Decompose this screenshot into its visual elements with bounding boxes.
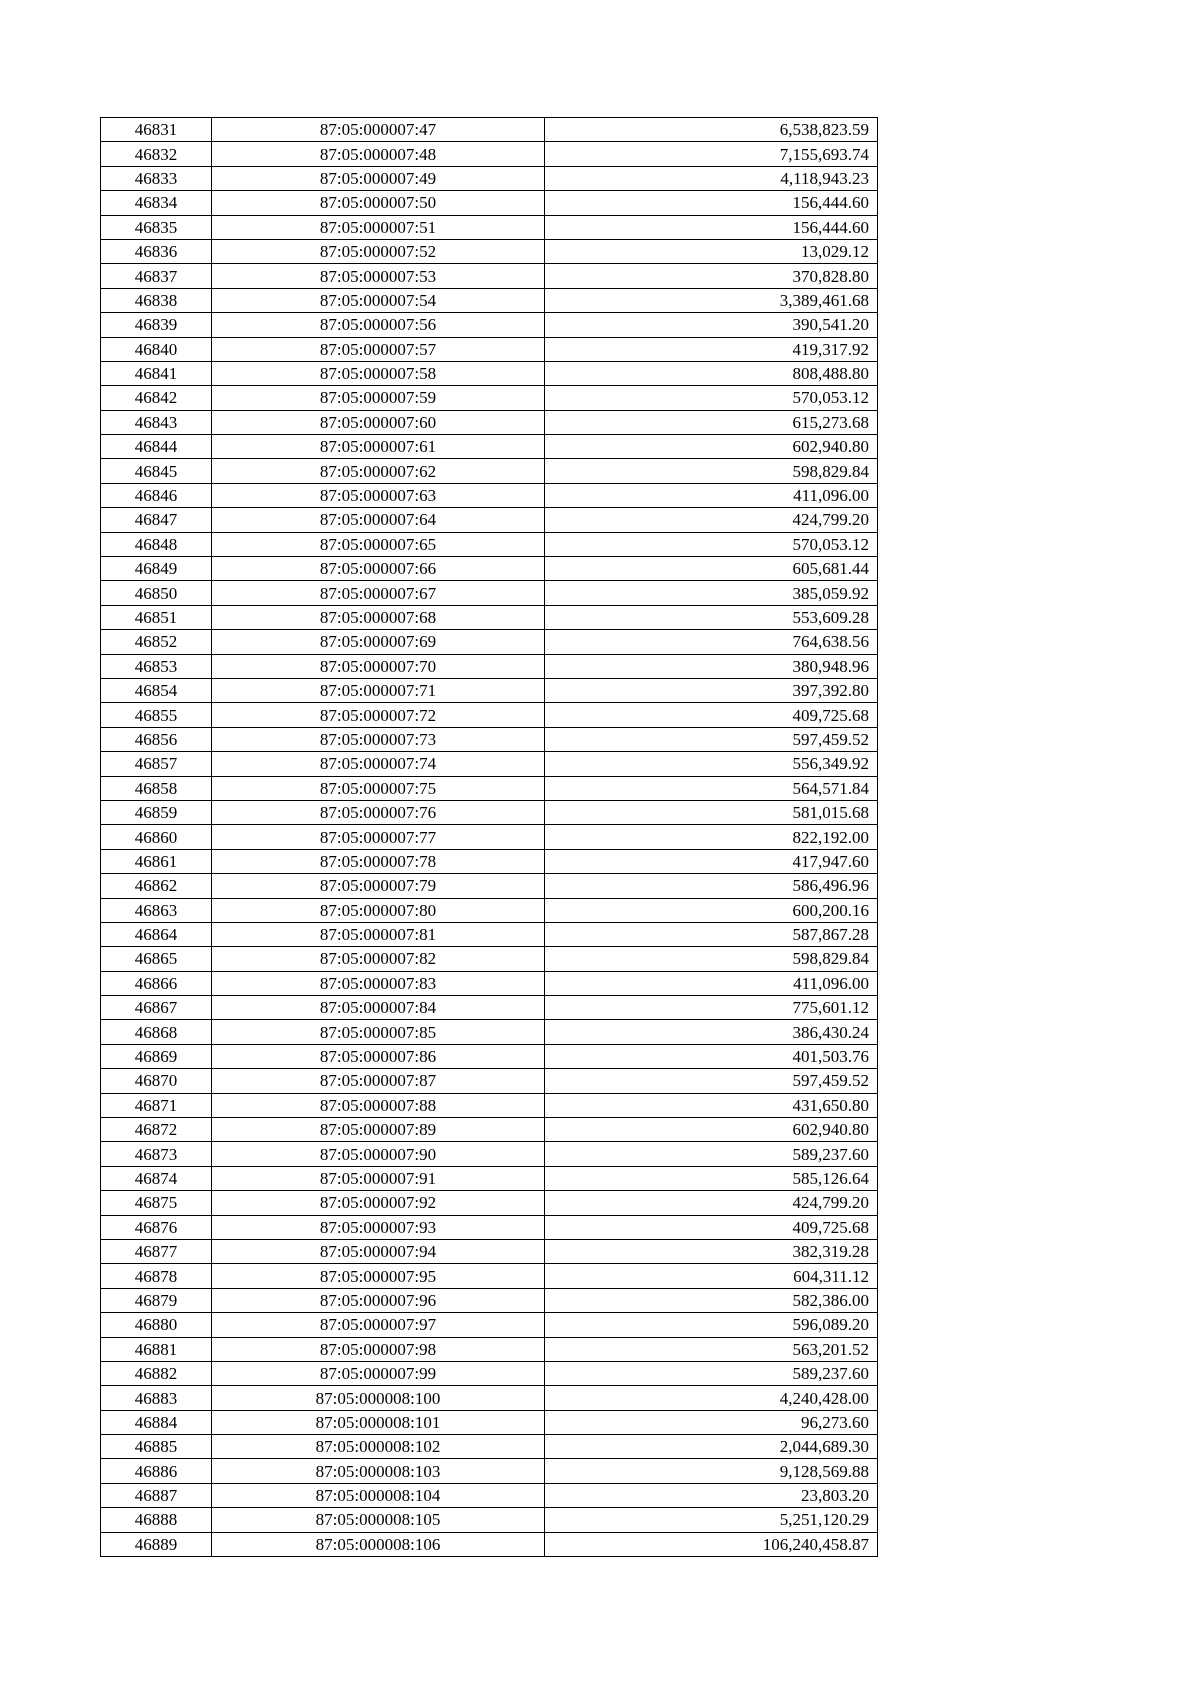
table-row [101,727,878,751]
cadastral-number-cell: 87:05:000007:67 [212,581,545,605]
value-cell: 589,237.60 [545,1142,878,1166]
table-row [101,1288,878,1312]
cadastral-number-cell: 87:05:000007:84 [212,996,545,1020]
value-cell: 570,053.12 [545,532,878,556]
table-row [101,922,878,946]
value-cell: 411,096.00 [545,483,878,507]
value-cell: 582,386.00 [545,1288,878,1312]
value-cell: 553,609.28 [545,605,878,629]
row-number-cell: 46833 [101,166,212,190]
value-cell: 390,541.20 [545,313,878,337]
table-row [101,142,878,166]
table-row [101,630,878,654]
table-row [101,118,878,142]
table-row [101,435,878,459]
table-row [101,996,878,1020]
value-cell: 409,725.68 [545,703,878,727]
row-number-cell: 46872 [101,1118,212,1142]
cadastral-number-cell: 87:05:000007:79 [212,874,545,898]
cadastral-number-cell: 87:05:000007:71 [212,678,545,702]
table-row [101,776,878,800]
cadastral-number-cell: 87:05:000007:63 [212,483,545,507]
row-number-cell: 46859 [101,800,212,824]
row-number-cell: 46861 [101,849,212,873]
row-number-cell: 46852 [101,630,212,654]
value-cell: 602,940.80 [545,435,878,459]
value-cell: 96,273.60 [545,1410,878,1434]
value-cell: 397,392.80 [545,678,878,702]
cadastral-number-cell: 87:05:000007:54 [212,288,545,312]
cadastral-number-cell: 87:05:000007:93 [212,1215,545,1239]
cadastral-number-cell: 87:05:000007:72 [212,703,545,727]
table-row [101,215,878,239]
value-cell: 419,317.92 [545,337,878,361]
value-cell: 106,240,458.87 [545,1532,878,1556]
cadastral-number-cell: 87:05:000007:49 [212,166,545,190]
cadastral-number-cell: 87:05:000007:95 [212,1264,545,1288]
row-number-cell: 46855 [101,703,212,727]
table-row [101,508,878,532]
row-number-cell: 46848 [101,532,212,556]
cadastral-number-cell: 87:05:000007:75 [212,776,545,800]
value-cell: 5,251,120.29 [545,1508,878,1532]
table-row [101,288,878,312]
table-row [101,459,878,483]
cadastral-number-cell: 87:05:000007:66 [212,557,545,581]
cadastral-number-cell: 87:05:000007:85 [212,1020,545,1044]
value-cell: 431,650.80 [545,1093,878,1117]
table-row [101,1532,878,1556]
value-cell: 570,053.12 [545,386,878,410]
row-number-cell: 46839 [101,313,212,337]
cadastral-number-cell: 87:05:000007:51 [212,215,545,239]
cadastral-number-cell: 87:05:000007:90 [212,1142,545,1166]
row-number-cell: 46867 [101,996,212,1020]
cadastral-number-cell: 87:05:000007:70 [212,654,545,678]
row-number-cell: 46866 [101,971,212,995]
row-number-cell: 46832 [101,142,212,166]
table-row [101,678,878,702]
value-cell: 587,867.28 [545,922,878,946]
value-cell: 581,015.68 [545,800,878,824]
row-number-cell: 46888 [101,1508,212,1532]
row-number-cell: 46869 [101,1044,212,1068]
value-cell: 602,940.80 [545,1118,878,1142]
row-number-cell: 46850 [101,581,212,605]
row-number-cell: 46845 [101,459,212,483]
table-row [101,166,878,190]
table-row [101,1166,878,1190]
row-number-cell: 46864 [101,922,212,946]
cadastral-number-cell: 87:05:000007:81 [212,922,545,946]
table-row [101,386,878,410]
row-number-cell: 46836 [101,239,212,263]
row-number-cell: 46835 [101,215,212,239]
cadastral-number-cell: 87:05:000007:53 [212,264,545,288]
value-cell: 380,948.96 [545,654,878,678]
table-row [101,947,878,971]
value-cell: 385,059.92 [545,581,878,605]
row-number-cell: 46858 [101,776,212,800]
cadastral-number-cell: 87:05:000007:48 [212,142,545,166]
row-number-cell: 46854 [101,678,212,702]
row-number-cell: 46886 [101,1459,212,1483]
cadastral-number-cell: 87:05:000007:50 [212,191,545,215]
table-row [101,1020,878,1044]
cadastral-number-cell: 87:05:000007:80 [212,898,545,922]
cadastral-number-cell: 87:05:000007:52 [212,239,545,263]
row-number-cell: 46883 [101,1386,212,1410]
value-cell: 598,829.84 [545,459,878,483]
row-number-cell: 46847 [101,508,212,532]
cadastral-number-cell: 87:05:000007:60 [212,410,545,434]
row-number-cell: 46881 [101,1337,212,1361]
table-row [101,1069,878,1093]
cadastral-number-cell: 87:05:000007:88 [212,1093,545,1117]
value-cell: 2,044,689.30 [545,1435,878,1459]
table-row [101,1386,878,1410]
row-number-cell: 46885 [101,1435,212,1459]
value-cell: 808,488.80 [545,361,878,385]
value-cell: 411,096.00 [545,971,878,995]
value-cell: 598,829.84 [545,947,878,971]
table-row [101,1410,878,1434]
table-row [101,557,878,581]
row-number-cell: 46843 [101,410,212,434]
row-number-cell: 46860 [101,825,212,849]
row-number-cell: 46831 [101,118,212,142]
cadastral-number-cell: 87:05:000007:47 [212,118,545,142]
value-cell: 615,273.68 [545,410,878,434]
table-row [101,1313,878,1337]
table-row [101,337,878,361]
table-row [101,1361,878,1385]
value-cell: 586,496.96 [545,874,878,898]
cadastral-number-cell: 87:05:000007:65 [212,532,545,556]
table-row [101,874,878,898]
cadastral-number-cell: 87:05:000007:97 [212,1313,545,1337]
cadastral-number-cell: 87:05:000008:105 [212,1508,545,1532]
cadastral-number-cell: 87:05:000008:104 [212,1483,545,1507]
cadastral-number-cell: 87:05:000007:83 [212,971,545,995]
row-number-cell: 46868 [101,1020,212,1044]
table-row [101,1215,878,1239]
value-cell: 401,503.76 [545,1044,878,1068]
table-row [101,605,878,629]
value-cell: 775,601.12 [545,996,878,1020]
cadastral-number-cell: 87:05:000007:58 [212,361,545,385]
data-table [100,117,878,1557]
table-row [101,191,878,215]
row-number-cell: 46873 [101,1142,212,1166]
table-row [101,1459,878,1483]
row-number-cell: 46846 [101,483,212,507]
table-row [101,1142,878,1166]
table-row [101,410,878,434]
table-row [101,1483,878,1507]
row-number-cell: 46862 [101,874,212,898]
value-cell: 7,155,693.74 [545,142,878,166]
value-cell: 156,444.60 [545,215,878,239]
table-row [101,264,878,288]
cadastral-number-cell: 87:05:000007:78 [212,849,545,873]
value-cell: 3,389,461.68 [545,288,878,312]
table-row [101,581,878,605]
cadastral-number-cell: 87:05:000007:69 [212,630,545,654]
cadastral-number-cell: 87:05:000007:64 [212,508,545,532]
row-number-cell: 46841 [101,361,212,385]
cadastral-number-cell: 87:05:000007:74 [212,752,545,776]
cadastral-number-cell: 87:05:000007:73 [212,727,545,751]
value-cell: 424,799.20 [545,1191,878,1215]
value-cell: 589,237.60 [545,1361,878,1385]
value-cell: 370,828.80 [545,264,878,288]
cadastral-number-cell: 87:05:000007:92 [212,1191,545,1215]
cadastral-number-cell: 87:05:000007:59 [212,386,545,410]
table-row [101,1191,878,1215]
cadastral-number-cell: 87:05:000007:56 [212,313,545,337]
row-number-cell: 46876 [101,1215,212,1239]
table-row [101,1044,878,1068]
value-cell: 382,319.28 [545,1239,878,1263]
cadastral-number-cell: 87:05:000008:106 [212,1532,545,1556]
row-number-cell: 46844 [101,435,212,459]
cadastral-number-cell: 87:05:000007:77 [212,825,545,849]
cadastral-number-cell: 87:05:000007:57 [212,337,545,361]
cadastral-number-cell: 87:05:000007:87 [212,1069,545,1093]
table-row [101,361,878,385]
value-cell: 564,571.84 [545,776,878,800]
row-number-cell: 46875 [101,1191,212,1215]
value-cell: 764,638.56 [545,630,878,654]
cadastral-number-cell: 87:05:000007:94 [212,1239,545,1263]
value-cell: 600,200.16 [545,898,878,922]
row-number-cell: 46870 [101,1069,212,1093]
value-cell: 386,430.24 [545,1020,878,1044]
table-row [101,1093,878,1117]
value-cell: 13,029.12 [545,239,878,263]
row-number-cell: 46834 [101,191,212,215]
value-cell: 4,118,943.23 [545,166,878,190]
table-row [101,483,878,507]
row-number-cell: 46851 [101,605,212,629]
cadastral-number-cell: 87:05:000007:89 [212,1118,545,1142]
row-number-cell: 46857 [101,752,212,776]
table-row [101,1435,878,1459]
table-row [101,532,878,556]
table-row [101,703,878,727]
value-cell: 417,947.60 [545,849,878,873]
value-cell: 4,240,428.00 [545,1386,878,1410]
value-cell: 23,803.20 [545,1483,878,1507]
row-number-cell: 46877 [101,1239,212,1263]
value-cell: 597,459.52 [545,1069,878,1093]
row-number-cell: 46882 [101,1361,212,1385]
table-row [101,898,878,922]
row-number-cell: 46863 [101,898,212,922]
row-number-cell: 46887 [101,1483,212,1507]
table-row [101,1264,878,1288]
row-number-cell: 46874 [101,1166,212,1190]
value-cell: 409,725.68 [545,1215,878,1239]
cadastral-number-cell: 87:05:000007:62 [212,459,545,483]
cadastral-number-cell: 87:05:000007:68 [212,605,545,629]
row-number-cell: 46865 [101,947,212,971]
row-number-cell: 46880 [101,1313,212,1337]
row-number-cell: 46849 [101,557,212,581]
cadastral-number-cell: 87:05:000007:82 [212,947,545,971]
value-cell: 596,089.20 [545,1313,878,1337]
value-cell: 424,799.20 [545,508,878,532]
cadastral-number-cell: 87:05:000008:101 [212,1410,545,1434]
row-number-cell: 46889 [101,1532,212,1556]
row-number-cell: 46878 [101,1264,212,1288]
table-row [101,752,878,776]
row-number-cell: 46871 [101,1093,212,1117]
cadastral-number-cell: 87:05:000008:102 [212,1435,545,1459]
value-cell: 597,459.52 [545,727,878,751]
value-cell: 605,681.44 [545,557,878,581]
row-number-cell: 46840 [101,337,212,361]
value-cell: 9,128,569.88 [545,1459,878,1483]
row-number-cell: 46838 [101,288,212,312]
table-row [101,1239,878,1263]
row-number-cell: 46842 [101,386,212,410]
cadastral-number-cell: 87:05:000007:99 [212,1361,545,1385]
row-number-cell: 46837 [101,264,212,288]
cadastral-number-cell: 87:05:000007:86 [212,1044,545,1068]
row-number-cell: 46884 [101,1410,212,1434]
table-row [101,1337,878,1361]
table-row [101,313,878,337]
table-row [101,825,878,849]
value-cell: 604,311.12 [545,1264,878,1288]
table-body [101,118,878,1557]
cadastral-number-cell: 87:05:000007:96 [212,1288,545,1312]
value-cell: 563,201.52 [545,1337,878,1361]
cadastral-number-cell: 87:05:000008:103 [212,1459,545,1483]
row-number-cell: 46853 [101,654,212,678]
row-number-cell: 46879 [101,1288,212,1312]
table-row [101,849,878,873]
table-row [101,239,878,263]
value-cell: 585,126.64 [545,1166,878,1190]
table-row [101,971,878,995]
table-row [101,1118,878,1142]
cadastral-number-cell: 87:05:000007:76 [212,800,545,824]
cadastral-number-cell: 87:05:000007:98 [212,1337,545,1361]
row-number-cell: 46856 [101,727,212,751]
table-row [101,1508,878,1532]
cadastral-number-cell: 87:05:000007:91 [212,1166,545,1190]
value-cell: 822,192.00 [545,825,878,849]
value-cell: 6,538,823.59 [545,118,878,142]
table-row [101,800,878,824]
cadastral-number-cell: 87:05:000007:61 [212,435,545,459]
table-row [101,654,878,678]
cadastral-number-cell: 87:05:000008:100 [212,1386,545,1410]
value-cell: 556,349.92 [545,752,878,776]
value-cell: 156,444.60 [545,191,878,215]
